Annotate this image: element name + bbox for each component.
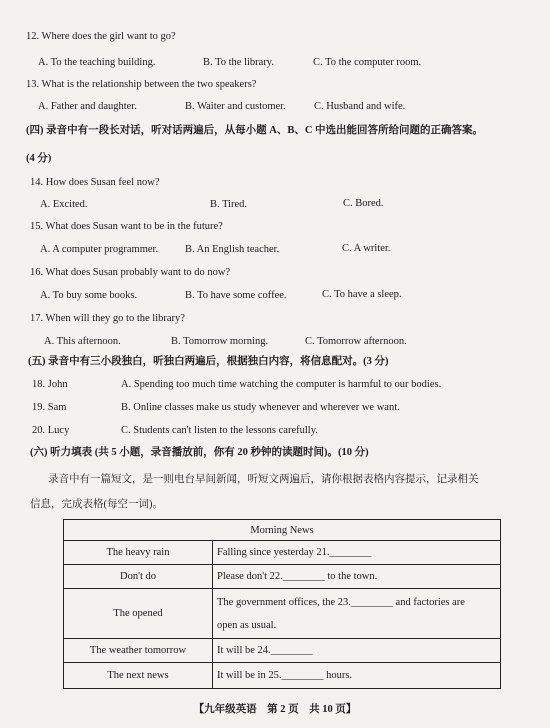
q13-option-c: C. Husband and wife. xyxy=(314,101,406,112)
table-row-label: The weather tomorrow xyxy=(64,639,213,663)
table-row-label: Don't do xyxy=(64,565,213,589)
match-19-name: 19. Sam xyxy=(32,402,67,413)
morning-news-table xyxy=(63,519,501,689)
table-row-label: The heavy rain xyxy=(64,541,213,565)
q14-option-b: B. Tired. xyxy=(210,199,248,210)
question-12: 12. Where does the girl want to go? xyxy=(26,31,176,42)
table-row-label: The opened xyxy=(64,589,213,639)
q17-option-b: B. Tomorrow morning. xyxy=(171,336,269,347)
section-6-paragraph-1: 录音中有一篇短文，是一则电台早间新闻，听短文两遍后，请你根据表格内容提示，记录相关 xyxy=(48,474,479,485)
question-17: 17. When will they go to the library? xyxy=(30,313,185,324)
table-row-content xyxy=(213,589,501,639)
blank-23-continuation: open as usual. xyxy=(217,619,277,631)
table-row-content xyxy=(213,541,501,565)
q12-option-b: B. To the library. xyxy=(203,57,275,68)
question-14: 14. How does Susan feel now? xyxy=(30,177,160,188)
question-15: 15. What does Susan want to be in the future? xyxy=(30,221,223,232)
q15-option-a: A. A computer programmer. xyxy=(40,244,159,255)
match-20-name: 20. Lucy xyxy=(32,425,70,436)
section-6-paragraph-2: 信息，完成表格(每空一词)。 xyxy=(30,499,163,510)
q16-option-a: A. To buy some books. xyxy=(40,290,138,301)
q15-option-c: C. A writer. xyxy=(342,243,391,254)
section-6-title: (六) 听力填表 (共 5 小题，录音播放前，你有 20 秒钟的读题时间)。(10 分) xyxy=(30,447,369,458)
question-16: 16. What does Susan probably want to do now? xyxy=(30,267,231,278)
blank-22-text: Please don't 22.________ to the town. xyxy=(213,565,501,589)
section-4-score: (4 分) xyxy=(26,153,52,164)
q17-option-c: C. Tomorrow afternoon. xyxy=(305,336,407,347)
q12-option-a: A. To the teaching building. xyxy=(38,57,156,68)
q16-option-b: B. To have some coffee. xyxy=(185,290,287,301)
match-option-b: B. Online classes make us study whenever and wherever we want. xyxy=(121,402,400,413)
question-13: 13. What is the relationship between the two speakers? xyxy=(26,79,257,90)
q13-option-b: B. Waiter and customer. xyxy=(185,101,286,112)
q14-option-c: C. Bored. xyxy=(343,198,384,209)
q16-option-c: C. To have a sleep. xyxy=(322,289,402,300)
q13-option-a: A. Father and daughter. xyxy=(38,101,137,112)
section-4-instruction: (四) 录音中有一段长对话，听对话两遍后，从每小题 A、B、C 中选出能回答所给问题的正确答案。 xyxy=(26,125,484,136)
match-option-c: C. Students can't listen to the lessons carefully. xyxy=(121,425,318,436)
section-5-instruction: (五) 录音中有三小段独白，听独白两遍后，根据独白内容，将信息配对。(3 分) xyxy=(28,356,389,367)
q12-option-c: C. To the computer room. xyxy=(313,57,422,68)
page-footer: 【九年级英语 第 2 页 共 10 页】 xyxy=(193,704,357,715)
blank-24-text: It will be 24.________ xyxy=(213,639,501,663)
q17-option-a: A. This afternoon. xyxy=(44,336,121,347)
blank-25-text: It will be in 25.________ hours. xyxy=(213,663,501,689)
blank-21-text: Falling since yesterday 21.________ xyxy=(217,547,372,558)
table-row-label: The next news xyxy=(64,663,213,689)
q14-option-a: A. Excited. xyxy=(40,199,88,210)
table-title: Morning News xyxy=(64,520,501,541)
q15-option-b: B. An English teacher. xyxy=(185,244,280,255)
match-option-a: A. Spending too much time watching the computer is harmful to our bodies. xyxy=(121,379,442,390)
blank-23-text: The government offices, the 23.________ and factories are xyxy=(217,596,465,608)
match-18-name: 18. John xyxy=(32,379,68,390)
